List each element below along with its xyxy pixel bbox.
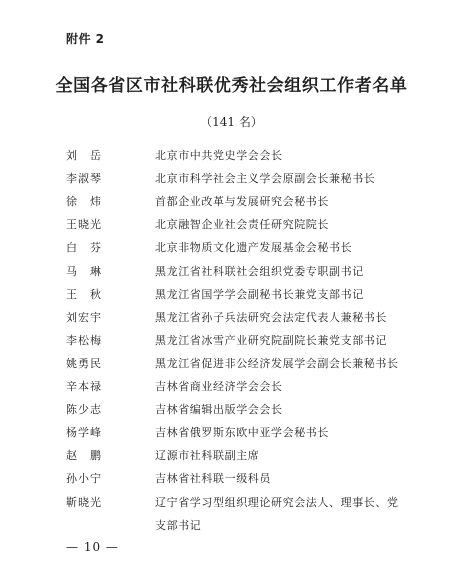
- person-name: 马琳: [66, 264, 114, 278]
- person-name: 王秋: [66, 287, 114, 301]
- person-role: 北京市科学社会主义学会原副会长兼秘书长: [155, 172, 376, 186]
- person-role: 吉林省编辑出版学会会长: [155, 403, 283, 417]
- person-role: 吉林省社科联一级科员: [155, 472, 271, 486]
- page-number: — 10 —: [66, 540, 119, 554]
- person-name: 陈少志: [66, 403, 102, 417]
- person-name: 杨学峰: [66, 426, 102, 440]
- person-name: 赵鹏: [66, 449, 114, 463]
- person-role: 北京融智企业社会责任研究院院长: [155, 218, 329, 232]
- attachment-label: 附件 2: [66, 32, 105, 46]
- person-name: 李松梅: [66, 333, 102, 347]
- person-role: 吉林省商业经济学会会长: [155, 380, 283, 393]
- person-role: 黑龙江省孙子兵法研究会法定代表人兼秘书长: [155, 310, 387, 324]
- person-role: 黑龙江省国学学会副秘书长兼党支部书记: [155, 287, 364, 301]
- person-role: 吉林省俄罗斯东欧中亚学会秘书长: [155, 426, 329, 440]
- person-role: 黑龙江省冰雪产业研究院副院长兼党支部书记: [155, 333, 387, 347]
- recipient-count: （141 名）: [200, 115, 263, 129]
- person-role: 北京市中共党史学会会长: [155, 149, 283, 162]
- person-name: 孙小宁: [66, 472, 102, 486]
- role-continuation: 支部书记: [155, 518, 202, 532]
- person-role: 北京非物质文化遗产发展基金会秘书长: [155, 241, 353, 255]
- document-title: 全国各省区市社科联优秀社会组织工作者名单: [55, 76, 408, 96]
- person-name: 刘宏宇: [66, 310, 102, 324]
- person-name: 徐炜: [66, 195, 114, 209]
- person-name: 李淑琴: [66, 172, 102, 186]
- person-name: 辛本禄: [66, 380, 102, 393]
- person-role: 黑龙江省社科联社会组织党委专职副书记: [155, 264, 364, 278]
- person-role: 黑龙江省促进非公经济发展学会副会长兼秘书长: [155, 356, 399, 370]
- person-name: 白芬: [66, 241, 114, 255]
- person-role: 首都企业改革与发展研究会秘书长: [155, 195, 329, 209]
- person-role: 辽源市社科联副主席: [155, 449, 260, 463]
- person-name: 王晓光: [66, 218, 102, 232]
- person-role: 辽宁省学习型组织理论研究会法人、理事长、党: [155, 495, 399, 509]
- person-name: 靳晓光: [66, 495, 102, 509]
- person-name: 刘岳: [66, 149, 114, 162]
- person-name: 姚勇民: [66, 356, 102, 370]
